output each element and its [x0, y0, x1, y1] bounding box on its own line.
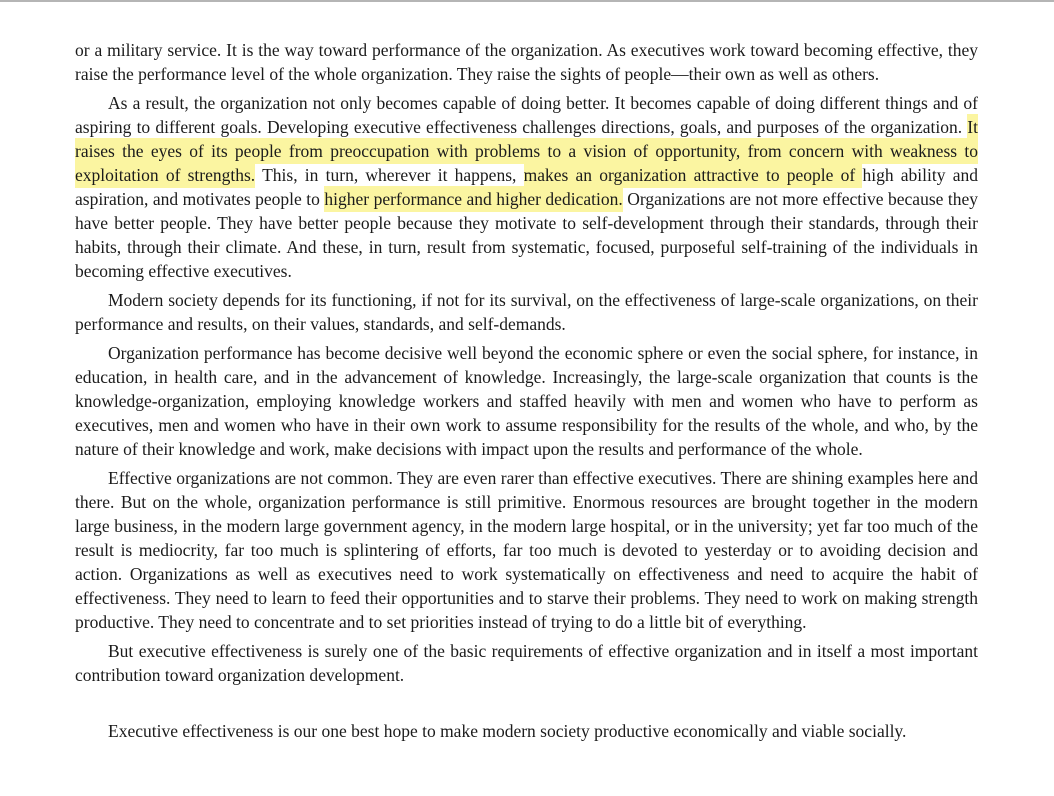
paragraph — [75, 288, 978, 336]
text-segment: Modern society depends for its functioning, if not for its survival, on the effectiveness of large-scale organizations, on their performance and results, on their values, standards, and self-demands. — [75, 290, 978, 334]
text-segment: Effective organizations are not common. They are even rarer than effective executives. There are shining examples here and there. But on the whole, organization performance is still primitive. Enormous resources are brought together in the modern large business, in the modern large government agency, in the modern large hospital, or in the university; yet far too much of the result is mediocrity, far too much is splintering of efforts, far too much is devoted to yesterday or to avoiding decision and action. Organizations as well as executives need to work systematically on effectiveness and need to acquire the habit of effectiveness. They need to learn to feed their opportunities and to starve their problems. They need to work on making strength productive. They need to concentrate and to set priorities instead of trying to do a little bit of everything. — [75, 468, 978, 632]
text-segment: This, in turn, wherever it happens, — [255, 165, 524, 185]
highlighted-text[interactable]: It raises the eyes of its people from preoccupation with problems to a vision of opportunity, from concern with weakness to exploitation of strengths. — [75, 114, 978, 188]
text-segment: Organizations are not more effective because they have better people. They have better people because they motivate to self-development through their standards, through their habits, through their climate. And these, in turn, result from systematic, focused, purposeful self-training of the individuals in becoming effective executives. — [75, 189, 979, 281]
paragraph — [75, 719, 978, 743]
paragraph — [75, 341, 978, 461]
highlighted-text[interactable]: higher performance and higher dedication. — [324, 186, 622, 212]
text-segment: Organization performance has become decisive well beyond the economic sphere or even the social sphere, for instance, in education, in health care, and in the advancement of knowledge. Increasingly, the large-scale organization that counts is the knowledge-organization, employing knowledge workers and staffed heavily with men and women who have to perform as executives, men and women who have in their own work to assume responsibility for the results of the whole, and who, by the nature of their knowledge and work, make decisions with impact upon the results and performance of the whole. — [75, 343, 978, 459]
text-segment: But executive effectiveness is surely one of the basic requirements of effective organization and in itself a most important contribution toward organization development. — [75, 641, 978, 685]
text-segment: Executive effectiveness is our one best hope to make modern society productive economically and viable socially. — [108, 721, 907, 741]
paragraph — [75, 91, 978, 283]
highlighted-text[interactable]: makes an organization attractive to people of — [524, 162, 863, 188]
text-content — [75, 38, 978, 743]
text-segment: or a military service. It is the way toward performance of the organization. As executives work toward becoming effective, they raise the performance level of the whole organization. They raise the sights of people—their own as well as others. — [75, 40, 978, 84]
text-segment: high ability and aspiration, and motivates people to — [75, 165, 978, 209]
text-segment: As a result, the organization not only becomes capable of doing better. It becomes capable of doing different things and of aspiring to different goals. Developing executive effectiveness challenges directions, goals, and purposes of the organization. — [75, 93, 978, 137]
paragraph — [75, 466, 978, 634]
paragraph — [75, 38, 978, 86]
paragraph — [75, 639, 978, 687]
